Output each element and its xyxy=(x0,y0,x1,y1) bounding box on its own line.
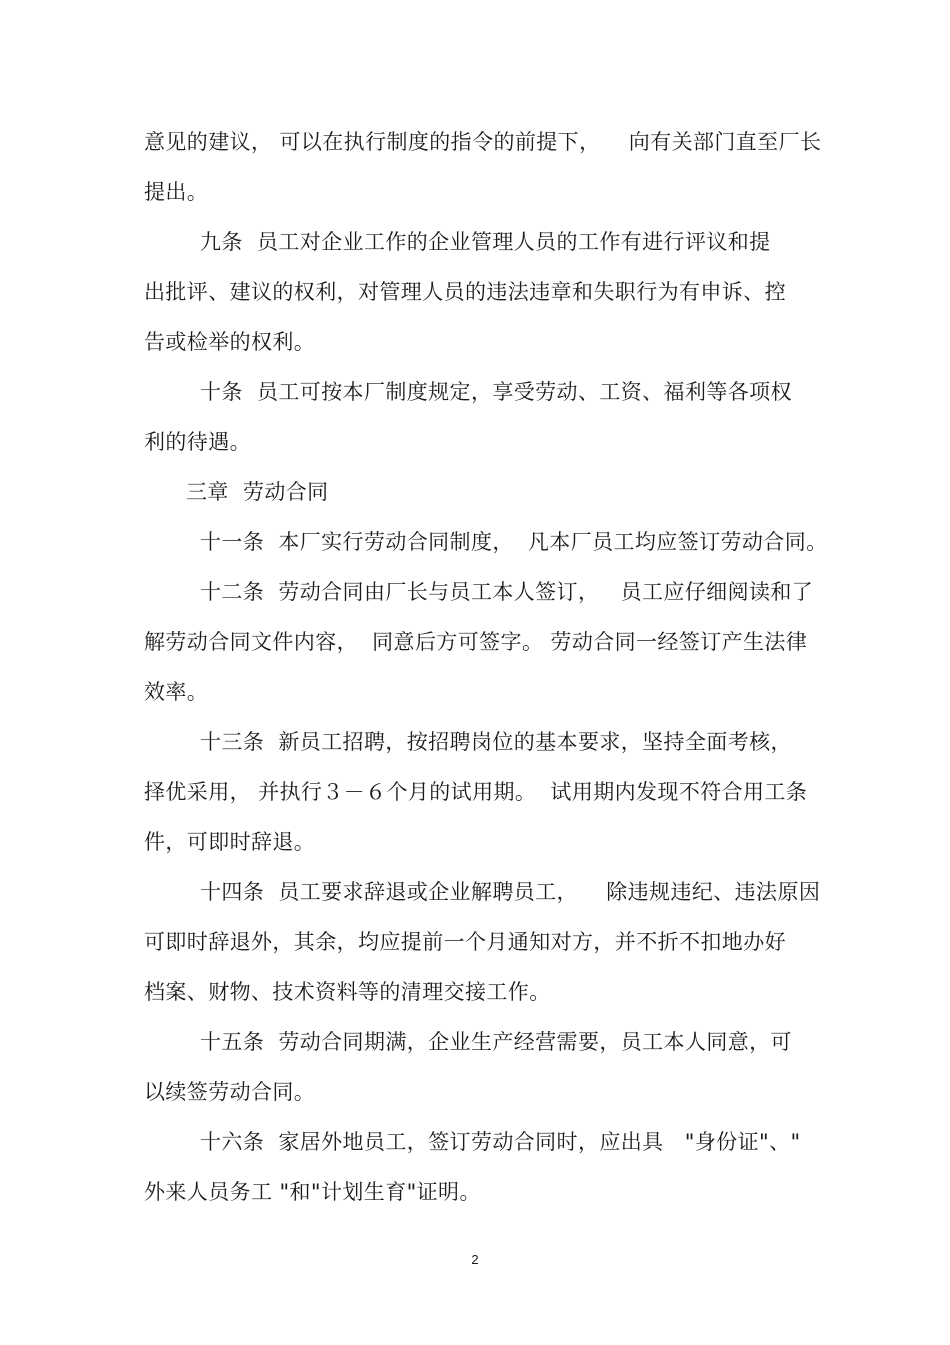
article-9-line: 九条 员工对企业工作的企业管理人员的工作有进行评议和提 xyxy=(200,230,771,254)
text-line: 件，可即时辞退。 xyxy=(144,830,316,854)
text-line: 告或检举的权利。 xyxy=(144,330,316,354)
text-line: 意见的建议， 可以在执行制度的指令的前提下， 向有关部门直至厂长 xyxy=(144,130,822,154)
article-13-line: 十三条 新员工招聘，按招聘岗位的基本要求，坚持全面考核， xyxy=(200,730,792,754)
text-line: 效率。 xyxy=(144,680,209,704)
text-line: 外来人员务工 "和"计划生育"证明。 xyxy=(144,1180,481,1204)
text-line: 可即时辞退外，其余，均应提前一个月通知对方，并不折不扣地办好 xyxy=(144,930,786,954)
article-16-line: 十六条 家居外地员工，签订劳动合同时，应出具 "身份证"、" xyxy=(200,1130,801,1154)
article-10-line: 十条 员工可按本厂制度规定，享受劳动、工资、福利等各项权 xyxy=(200,380,792,404)
text-line: 档案、财物、技术资料等的清理交接工作。 xyxy=(144,980,551,1004)
chapter-heading: 三章 劳动合同 xyxy=(186,480,329,504)
text-line: 择优采用， 并执行３－６个月的试用期。 试用期内发现不符合用工条 xyxy=(144,780,808,804)
article-14-line: 十四条 员工要求辞退或企业解聘员工， 除违规违纪、违法原因 xyxy=(200,880,821,904)
text-line: 解劳动合同文件内容， 同意后方可签字。 劳动合同一经签订产生法律 xyxy=(144,630,808,654)
text-line: 利的待遇。 xyxy=(144,430,251,454)
text-line: 出批评、建议的权利，对管理人员的违法违章和失职行为有申诉、控 xyxy=(144,280,786,304)
article-11-line: 十一条 本厂实行劳动合同制度， 凡本厂员工均应签订劳动合同。 xyxy=(200,530,828,554)
text-line: 提出。 xyxy=(144,180,209,204)
page-number: 2 xyxy=(471,1252,479,1267)
article-15-line: 十五条 劳动合同期满，企业生产经营需要，员工本人同意，可 xyxy=(200,1030,792,1054)
article-12-line: 十二条 劳动合同由厂长与员工本人签订， 员工应仔细阅读和了 xyxy=(200,580,814,604)
text-line: 以续签劳动合同。 xyxy=(144,1080,316,1104)
